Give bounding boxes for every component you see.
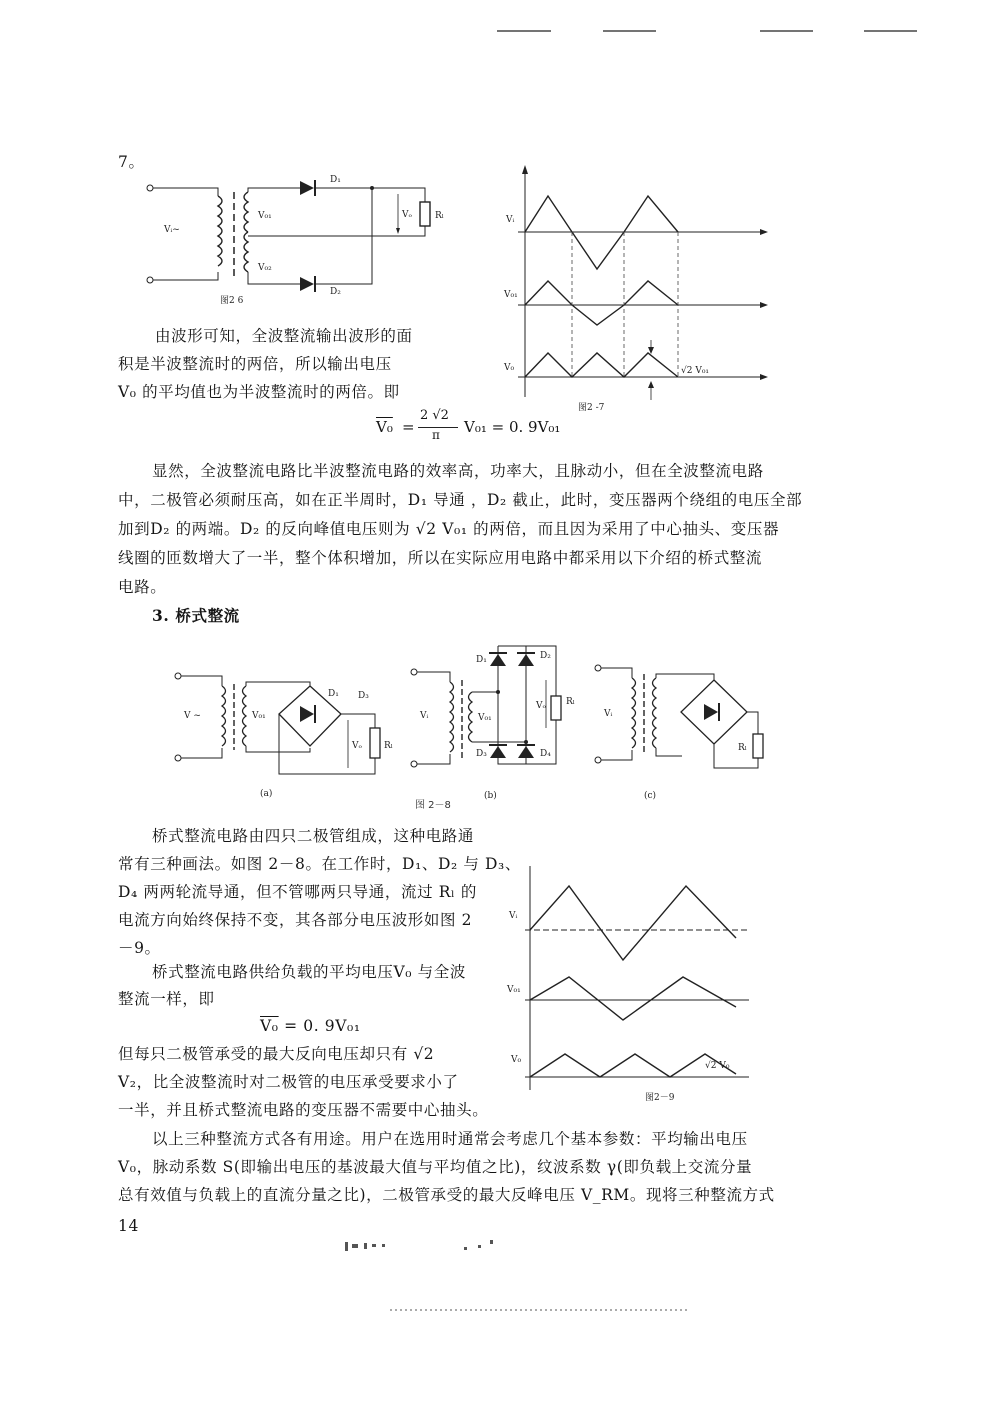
para3-line4: 电流方向始终保持不变，其各部分电压波形如图 2 (118, 911, 473, 929)
fig28b-label: (b) (484, 791, 497, 801)
formula1-eq: = (402, 418, 415, 436)
fig26-caption: 图2 6 (220, 296, 244, 306)
fig28b-d3: D₃ (476, 749, 487, 759)
formula-2 (260, 1012, 361, 1041)
fig26-d2: D₂ (330, 287, 341, 297)
fig28a-vo: Vₒ (352, 741, 362, 751)
para6-line2: V₀，脉动系数 S(即输出电压的基波最大值与平均值之比)，纹波系数 γ(即负载上交流分量 (118, 1158, 753, 1176)
para6-line3: 总有效值与负载上的直流分量之比)，二极管承受的最大反峰电压 V_RM。现将三种整流方式 (118, 1186, 775, 1204)
fig28a-rl: Rₗ (384, 741, 393, 751)
para2-line4: 线圈的匝数增大了一半，整个体积增加，所以在实际应用电路中都采用以下介绍的桥式整流 (118, 549, 763, 567)
fig28b-vo: Vₒ (536, 701, 546, 711)
fig28b-d2: D₂ (540, 651, 551, 661)
fig26-d1: D₁ (330, 175, 341, 185)
para5-line2: V₂，比全波整流时对二极管的电压承受要求小了 (118, 1073, 459, 1091)
figure-2-6-circuit (140, 172, 470, 312)
fig29-v01: V₀₁ (507, 985, 521, 995)
formula1-num: 2 √2 (420, 408, 449, 423)
para5-line3: 一半，并且桥式整流电路的变压器不需要中心抽头。 (118, 1101, 489, 1119)
para3-line2: 常有三种画法。如图 2－8。在工作时，D₁、D₂ 与 D₃、 (118, 855, 521, 873)
fig29-caption: 图2－9 (645, 1093, 675, 1103)
fig28a-d1: D₁ (328, 689, 339, 699)
figure-2-8a-circuit (170, 668, 400, 798)
para1-line1: 由波形可知，全波整流输出波形的面 (155, 327, 413, 345)
para1-line3: V₀ 的平均值也为半波整流时的两倍。即 (118, 383, 400, 401)
fig26-v02: V₀₂ (258, 263, 272, 273)
fig28c-vi: Vᵢ (604, 709, 613, 719)
para4-line2: 整流一样，即 (118, 990, 215, 1008)
section-number: 7。 (118, 153, 145, 171)
para4-line1: 桥式整流电路供给负载的平均电压V₀ 与全波 (152, 963, 466, 981)
fig26-rl: Rₗ (435, 211, 444, 221)
para6-line1: 以上三种整流方式各有用途。用户在选用时通常会考虑几个基本参数：平均输出电压 (152, 1130, 748, 1148)
formula2-rhs: = 0. 9V₀₁ (284, 1017, 361, 1035)
fig27-caption: 图2 -7 (578, 403, 605, 413)
para2-line2: 中，二极管必须耐压高，如在正半周时，D₁ 导通 ，D₂ 截止，此时，变压器两个绕组的电压全部 (118, 491, 803, 509)
fig29-peak: √2 V₀ (705, 1061, 730, 1071)
figure-2-9-waveforms (505, 862, 755, 1102)
formula1-rhs: V₀₁ = 0. 9V₀₁ (464, 418, 561, 436)
fig28b-d1: D₁ (476, 655, 487, 665)
figure-2-8b-circuit (408, 636, 588, 801)
fig27-peak: √2 V₀₁ (681, 366, 710, 376)
formula2-lhs: V₀ (260, 1017, 279, 1035)
fig26-vo: Vₒ (402, 210, 412, 220)
section-heading-bridge: 3. 桥式整流 (152, 606, 240, 625)
header-rules (0, 0, 993, 40)
para2-line3: 加到D₂ 的两端。D₂ 的反向峰值电压则为 √2 V₀₁ 的两倍，而且因为采用了中心抽头、变压器 (118, 520, 780, 538)
para3-line3: D₄ 两两轮流导通，但不管哪两只导通，流过 Rₗ 的 (118, 883, 477, 901)
fig27-v01: V₀₁ (504, 290, 518, 300)
para3-line5: －9。 (118, 939, 161, 957)
para1-line2: 积是半波整流时的两倍，所以输出电压 (118, 355, 392, 373)
fig28c-rl: Rₗ (738, 743, 747, 753)
formula1-lhs: V₀ (376, 418, 393, 436)
fig28b-rl: Rₗ (566, 697, 575, 707)
fig29-vi: Vᵢ (509, 911, 518, 921)
para3-line1: 桥式整流电路由四只二极管组成，这种电路通 (152, 827, 475, 845)
fig28b-vi: Vᵢ (420, 711, 429, 721)
page-number: 14 (118, 1217, 139, 1235)
formula1-den: π (432, 428, 440, 442)
fig27-vi: Vᵢ (506, 215, 515, 225)
fig29-vo: V₀ (511, 1055, 522, 1065)
para5-line1: 但每只二极管承受的最大反向电压却只有 √2 (118, 1045, 435, 1063)
fig26-v01: V₀₁ (258, 211, 272, 221)
fig28b-v01: V₀₁ (478, 713, 492, 723)
fig26-vi: Vᵢ~ (164, 225, 180, 235)
fig28a-d3: D₃ (358, 691, 369, 701)
figure-2-7-waveforms (498, 162, 768, 412)
fig28a-v01: V₀₁ (252, 711, 266, 721)
fig28a-vi: V ~ (184, 711, 201, 721)
para2-line5: 电路。 (118, 578, 167, 596)
figure-2-8c-circuit (592, 660, 782, 800)
fig28a-label: (a) (260, 789, 273, 799)
fig28c-label: (c) (644, 791, 657, 801)
fig28-caption: 图 2－8 (415, 800, 451, 811)
fig28b-d4: D₄ (540, 749, 551, 759)
fig27-vo: V₀ (504, 363, 515, 373)
para2-line1: 显然，全波整流电路比半波整流电路的效率高，功率大，且脉动小，但在全波整流电路 (152, 462, 764, 480)
